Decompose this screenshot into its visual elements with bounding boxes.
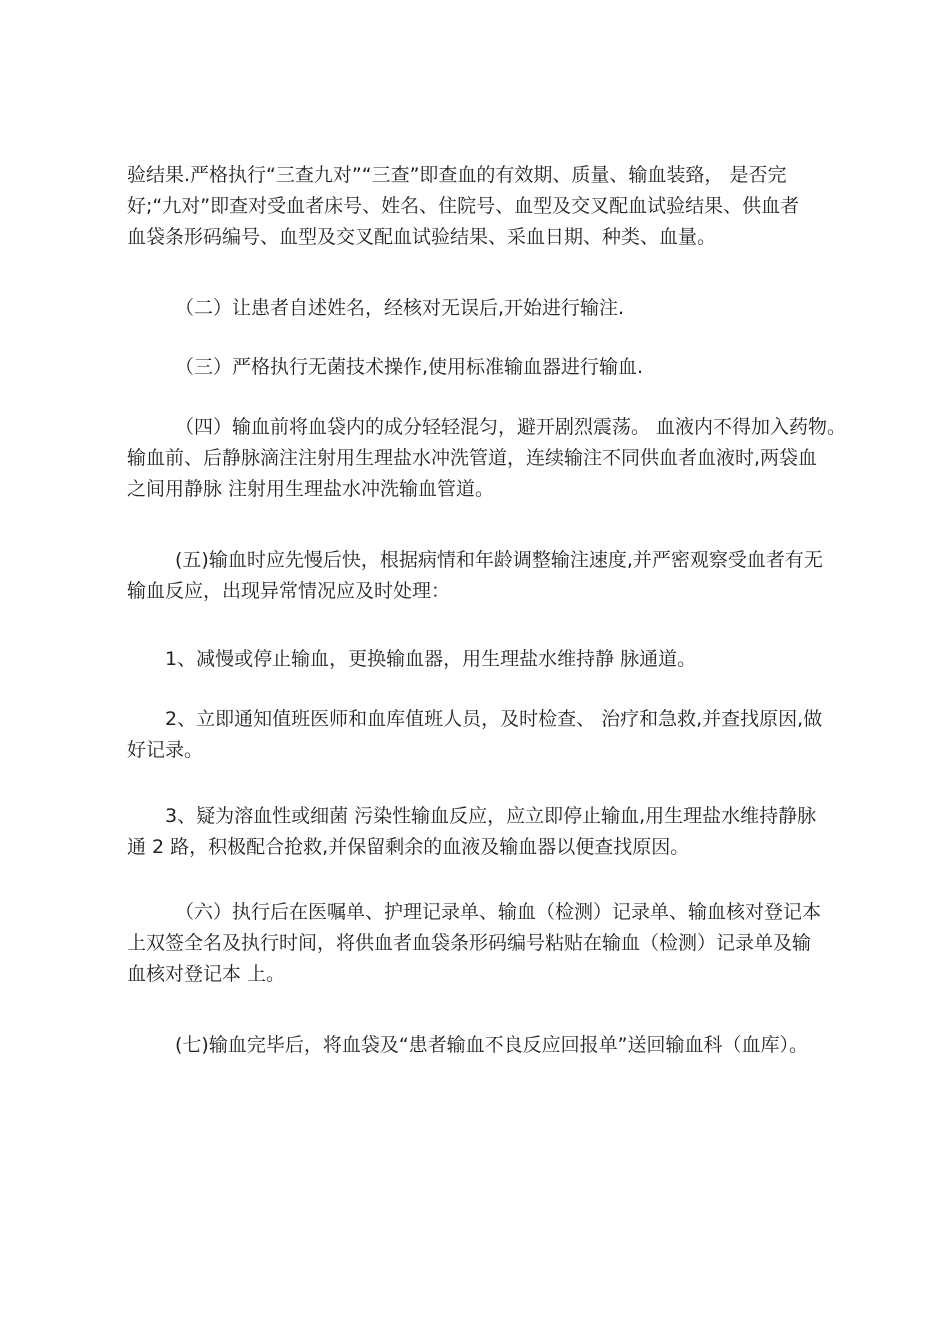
text-line: 之间用静脉 注射用生理盐水冲洗输血管道。 bbox=[127, 478, 495, 500]
text-line: （六）执行后在医嘱单、护理记录单、输血（检测）记录单、输血核对登记本 bbox=[175, 901, 822, 923]
paragraph-item-3 bbox=[127, 352, 839, 383]
text-line: 2、立即通知值班医师和血库值班人员，及时检查、 治疗和急救,并查找原因,做 bbox=[165, 708, 823, 730]
text-line: （二）让患者自述姓名，经核对无误后,开始进行输注. bbox=[175, 297, 625, 319]
text-line: 输血前、后静脉滴注注射用生理盐水冲洗管道，连续输注不同供血者血液时,两袋血 bbox=[127, 447, 818, 469]
text-line: 血核对登记本 上。 bbox=[127, 963, 286, 985]
text-line: (七)输血完毕后，将血袋及“患者输血不良反应回报单”送回输血科（血库）。 bbox=[175, 1034, 809, 1056]
text-line: 好;“九对”即查对受血者床号、姓名、住院号、血型及交叉配血试验结果、供血者 bbox=[127, 195, 800, 217]
text-line: 1、减慢或停止输血，更换输血器，用生理盐水维持静 脉通道。 bbox=[165, 648, 697, 670]
text-line: （三）严格执行无菌技术操作,使用标准输血器进行输血. bbox=[175, 356, 644, 378]
text-line: 输血反应，出现异常情况应及时处理： bbox=[127, 580, 451, 602]
text-line: 通 2 路，积极配合抢救,并保留剩余的血液及输血器以便查找原因。 bbox=[127, 836, 690, 858]
paragraph-item-4 bbox=[127, 412, 847, 505]
paragraph-check-results bbox=[127, 160, 839, 253]
text-line: 验结果.严格执行“三查九对”“三查”即查血的有效期、质量、输血装臵， 是否完 bbox=[127, 164, 787, 186]
text-line: （四）输血前将血袋内的成分轻轻混匀，避开剧烈震荡。 血液内不得加入药物。 bbox=[175, 416, 847, 438]
text-line: 上双签全名及执行时间，将供血者血袋条形码编号粘贴在输血（检测）记录单及输 bbox=[127, 932, 812, 954]
text-line: 好记录。 bbox=[127, 739, 204, 761]
paragraph-sub-2 bbox=[127, 704, 839, 766]
paragraph-item-5 bbox=[127, 545, 839, 607]
text-line: 血袋条形码编号、血型及交叉配血试验结果、采血日期、种类、血量。 bbox=[127, 226, 717, 248]
paragraph-sub-3 bbox=[127, 801, 839, 863]
text-line: (五)输血时应先慢后快，根据病情和年龄调整输注速度,并严密观察受血者有无 bbox=[175, 549, 823, 571]
paragraph-sub-1 bbox=[127, 644, 839, 675]
paragraph-item-7 bbox=[127, 1030, 839, 1061]
paragraph-item-6 bbox=[127, 897, 839, 990]
text-line: 3、疑为溶血性或细菌 污染性输血反应，应立即停止输血,用生理盐水维持静脉 bbox=[165, 805, 817, 827]
paragraph-item-2 bbox=[127, 293, 839, 324]
